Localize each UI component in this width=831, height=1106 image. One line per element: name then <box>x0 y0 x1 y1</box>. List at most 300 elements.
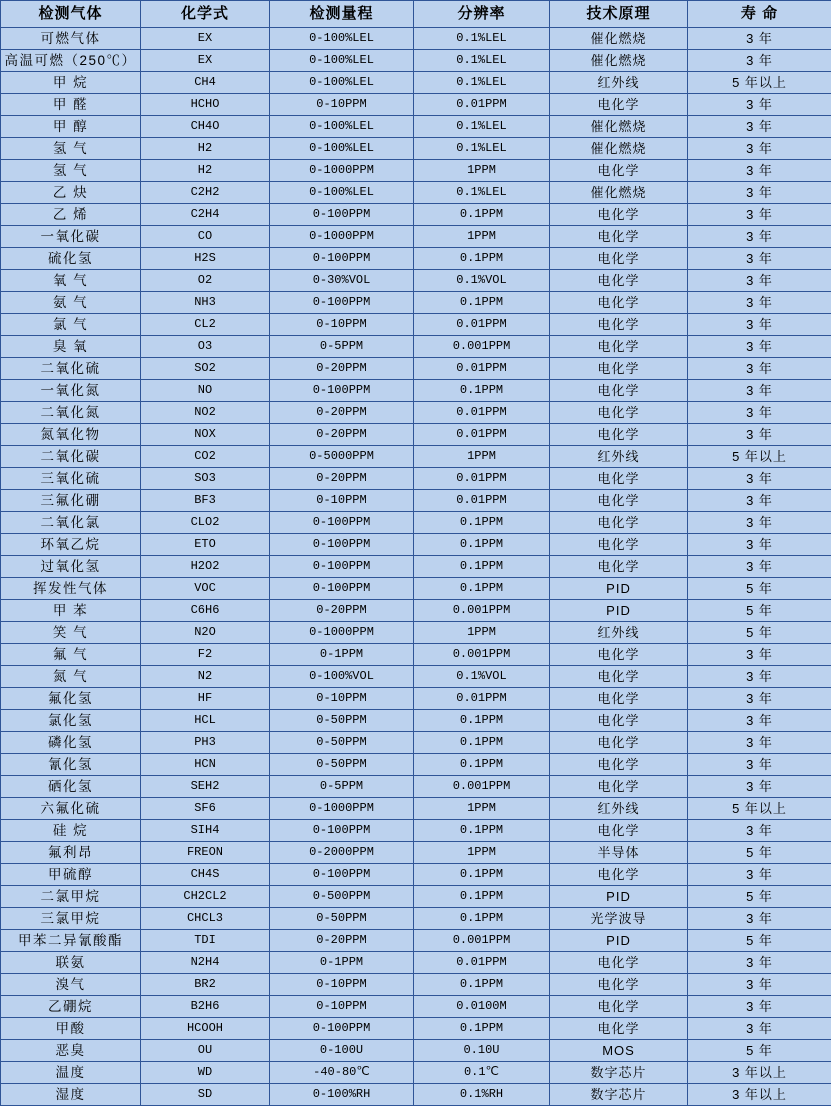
cell-formula: B2H6 <box>141 996 270 1018</box>
cell-technology: 电化学 <box>550 754 688 776</box>
cell-range: 0-100PPM <box>270 864 414 886</box>
cell-formula: BR2 <box>141 974 270 996</box>
cell-lifetime: 3 年 <box>688 358 831 380</box>
cell-technology: 电化学 <box>550 666 688 688</box>
cell-technology: 电化学 <box>550 776 688 798</box>
cell-gas: 氢 气 <box>1 138 141 160</box>
cell-lifetime: 5 年 <box>688 886 831 908</box>
cell-lifetime: 5 年以上 <box>688 798 831 820</box>
cell-range: 0-500PPM <box>270 886 414 908</box>
cell-technology: 电化学 <box>550 160 688 182</box>
cell-technology: 红外线 <box>550 798 688 820</box>
cell-resolution: 0.10U <box>414 1040 550 1062</box>
cell-resolution: 1PPM <box>414 798 550 820</box>
column-header-technology: 技术原理 <box>550 1 688 28</box>
cell-formula: O3 <box>141 336 270 358</box>
table-row <box>1 1040 831 1062</box>
cell-technology: 催化燃烧 <box>550 138 688 160</box>
cell-lifetime: 3 年 <box>688 336 831 358</box>
cell-lifetime: 3 年 <box>688 292 831 314</box>
cell-resolution: 0.1%LEL <box>414 72 550 94</box>
cell-technology: 红外线 <box>550 622 688 644</box>
cell-range: 0-50PPM <box>270 710 414 732</box>
cell-formula: O2 <box>141 270 270 292</box>
cell-resolution: 0.1%LEL <box>414 116 550 138</box>
cell-range: 0-50PPM <box>270 754 414 776</box>
cell-technology: 数字芯片 <box>550 1084 688 1106</box>
table-row <box>1 490 831 512</box>
cell-technology: PID <box>550 600 688 622</box>
cell-gas: 氯 气 <box>1 314 141 336</box>
cell-formula: CO2 <box>141 446 270 468</box>
cell-lifetime: 3 年 <box>688 314 831 336</box>
table-row <box>1 666 831 688</box>
table-row <box>1 94 831 116</box>
cell-lifetime: 3 年 <box>688 468 831 490</box>
cell-range: 0-30%VOL <box>270 270 414 292</box>
cell-formula: VOC <box>141 578 270 600</box>
cell-resolution: 1PPM <box>414 446 550 468</box>
cell-lifetime: 3 年 <box>688 160 831 182</box>
table-row <box>1 204 831 226</box>
cell-range: 0-100PPM <box>270 578 414 600</box>
cell-lifetime: 3 年 <box>688 490 831 512</box>
table-header <box>1 1 831 28</box>
table-row <box>1 380 831 402</box>
cell-range: 0-100PPM <box>270 380 414 402</box>
cell-formula: N2O <box>141 622 270 644</box>
cell-resolution: 0.01PPM <box>414 468 550 490</box>
cell-technology: 电化学 <box>550 1018 688 1040</box>
cell-formula: N2H4 <box>141 952 270 974</box>
cell-formula: CH2CL2 <box>141 886 270 908</box>
cell-resolution: 0.001PPM <box>414 600 550 622</box>
cell-formula: SEH2 <box>141 776 270 798</box>
cell-gas: 恶臭 <box>1 1040 141 1062</box>
cell-lifetime: 3 年 <box>688 424 831 446</box>
cell-technology: 电化学 <box>550 512 688 534</box>
cell-lifetime: 3 年以上 <box>688 1062 831 1084</box>
cell-resolution: 0.1PPM <box>414 886 550 908</box>
cell-resolution: 0.1PPM <box>414 732 550 754</box>
cell-technology: 电化学 <box>550 710 688 732</box>
cell-range: 0-10PPM <box>270 688 414 710</box>
table-header-row <box>1 1 831 28</box>
cell-technology: 电化学 <box>550 380 688 402</box>
cell-gas: 三氧化硫 <box>1 468 141 490</box>
cell-lifetime: 3 年 <box>688 402 831 424</box>
column-header-formula: 化学式 <box>141 1 270 28</box>
cell-gas: 氢 气 <box>1 160 141 182</box>
cell-lifetime: 3 年 <box>688 226 831 248</box>
cell-lifetime: 3 年 <box>688 50 831 72</box>
cell-gas: 联氨 <box>1 952 141 974</box>
cell-technology: 电化学 <box>550 270 688 292</box>
cell-technology: 电化学 <box>550 336 688 358</box>
cell-technology: 电化学 <box>550 952 688 974</box>
cell-lifetime: 5 年以上 <box>688 72 831 94</box>
cell-range: 0-20PPM <box>270 468 414 490</box>
table-row <box>1 798 831 820</box>
table-body <box>1 28 831 1106</box>
cell-resolution: 0.01PPM <box>414 688 550 710</box>
cell-formula: CO <box>141 226 270 248</box>
cell-range: 0-50PPM <box>270 732 414 754</box>
table-row <box>1 688 831 710</box>
cell-technology: MOS <box>550 1040 688 1062</box>
table-row <box>1 72 831 94</box>
cell-formula: CH4S <box>141 864 270 886</box>
cell-lifetime: 3 年 <box>688 182 831 204</box>
table-row <box>1 1084 831 1106</box>
cell-lifetime: 3 年 <box>688 28 831 50</box>
cell-formula: HCOOH <box>141 1018 270 1040</box>
cell-technology: 电化学 <box>550 974 688 996</box>
cell-gas: 乙 炔 <box>1 182 141 204</box>
table-row <box>1 754 831 776</box>
cell-resolution: 0.001PPM <box>414 776 550 798</box>
cell-formula: WD <box>141 1062 270 1084</box>
cell-range: 0-1000PPM <box>270 798 414 820</box>
cell-resolution: 0.1PPM <box>414 710 550 732</box>
cell-technology: 电化学 <box>550 556 688 578</box>
table-row <box>1 512 831 534</box>
cell-technology: 电化学 <box>550 996 688 1018</box>
cell-formula: NH3 <box>141 292 270 314</box>
cell-gas: 高温可燃（250℃） <box>1 50 141 72</box>
cell-gas: 磷化氢 <box>1 732 141 754</box>
cell-range: 0-100PPM <box>270 292 414 314</box>
cell-resolution: 0.1PPM <box>414 864 550 886</box>
cell-gas: 挥发性气体 <box>1 578 141 600</box>
cell-resolution: 0.1PPM <box>414 974 550 996</box>
cell-formula: H2S <box>141 248 270 270</box>
cell-range: 0-100PPM <box>270 534 414 556</box>
cell-range: 0-10PPM <box>270 974 414 996</box>
cell-technology: 光学波导 <box>550 908 688 930</box>
cell-gas: 甲 苯 <box>1 600 141 622</box>
cell-lifetime: 3 年 <box>688 380 831 402</box>
cell-gas: 甲酸 <box>1 1018 141 1040</box>
cell-lifetime: 3 年以上 <box>688 1084 831 1106</box>
cell-lifetime: 5 年 <box>688 1040 831 1062</box>
cell-technology: 数字芯片 <box>550 1062 688 1084</box>
cell-formula: ETO <box>141 534 270 556</box>
cell-gas: 过氧化氢 <box>1 556 141 578</box>
cell-lifetime: 5 年 <box>688 622 831 644</box>
cell-range: 0-5PPM <box>270 776 414 798</box>
cell-lifetime: 3 年 <box>688 512 831 534</box>
cell-formula: HCHO <box>141 94 270 116</box>
table-row <box>1 226 831 248</box>
cell-range: 0-100PPM <box>270 820 414 842</box>
cell-resolution: 0.1%VOL <box>414 666 550 688</box>
cell-resolution: 0.1PPM <box>414 204 550 226</box>
table-row <box>1 930 831 952</box>
cell-range: 0-5000PPM <box>270 446 414 468</box>
cell-range: 0-10PPM <box>270 996 414 1018</box>
cell-resolution: 0.1%LEL <box>414 50 550 72</box>
cell-gas: 氨 气 <box>1 292 141 314</box>
cell-formula: CL2 <box>141 314 270 336</box>
cell-formula: H2O2 <box>141 556 270 578</box>
cell-range: 0-10PPM <box>270 94 414 116</box>
cell-gas: 氮 气 <box>1 666 141 688</box>
table-row <box>1 578 831 600</box>
cell-resolution: 0.0100M <box>414 996 550 1018</box>
cell-resolution: 0.1PPM <box>414 534 550 556</box>
cell-lifetime: 3 年 <box>688 710 831 732</box>
cell-range: 0-1000PPM <box>270 622 414 644</box>
cell-technology: PID <box>550 930 688 952</box>
cell-technology: 红外线 <box>550 72 688 94</box>
cell-technology: 电化学 <box>550 358 688 380</box>
cell-lifetime: 3 年 <box>688 952 831 974</box>
cell-formula: PH3 <box>141 732 270 754</box>
cell-lifetime: 3 年 <box>688 864 831 886</box>
table-row <box>1 974 831 996</box>
cell-range: 0-100%LEL <box>270 182 414 204</box>
table-row <box>1 182 831 204</box>
cell-gas: 环氧乙烷 <box>1 534 141 556</box>
cell-formula: C2H4 <box>141 204 270 226</box>
table-row <box>1 358 831 380</box>
cell-lifetime: 3 年 <box>688 908 831 930</box>
cell-range: 0-100%RH <box>270 1084 414 1106</box>
table-row <box>1 28 831 50</box>
cell-range: 0-100%LEL <box>270 116 414 138</box>
cell-formula: F2 <box>141 644 270 666</box>
table-row <box>1 292 831 314</box>
cell-resolution: 0.1PPM <box>414 556 550 578</box>
cell-resolution: 0.1PPM <box>414 754 550 776</box>
cell-lifetime: 3 年 <box>688 270 831 292</box>
cell-range: 0-100%VOL <box>270 666 414 688</box>
cell-range: 0-100PPM <box>270 556 414 578</box>
cell-formula: CH4 <box>141 72 270 94</box>
cell-gas: 乙 烯 <box>1 204 141 226</box>
table-row <box>1 732 831 754</box>
table-row <box>1 710 831 732</box>
table-row <box>1 622 831 644</box>
cell-range: 0-20PPM <box>270 600 414 622</box>
cell-resolution: 0.1PPM <box>414 908 550 930</box>
cell-technology: 催化燃烧 <box>550 116 688 138</box>
cell-gas: 三氯甲烷 <box>1 908 141 930</box>
cell-formula: EX <box>141 28 270 50</box>
cell-range: 0-100%LEL <box>270 28 414 50</box>
cell-formula: SD <box>141 1084 270 1106</box>
cell-range: 0-100%LEL <box>270 138 414 160</box>
table-row <box>1 336 831 358</box>
cell-technology: 半导体 <box>550 842 688 864</box>
column-header-range: 检测量程 <box>270 1 414 28</box>
table-row <box>1 402 831 424</box>
cell-lifetime: 5 年 <box>688 842 831 864</box>
cell-resolution: 0.1PPM <box>414 292 550 314</box>
cell-gas: 一氧化碳 <box>1 226 141 248</box>
cell-gas: 甲苯二异氰酸酯 <box>1 930 141 952</box>
cell-gas: 乙硼烷 <box>1 996 141 1018</box>
cell-formula: SF6 <box>141 798 270 820</box>
cell-resolution: 0.1PPM <box>414 820 550 842</box>
table-row <box>1 952 831 974</box>
cell-resolution: 0.1%LEL <box>414 182 550 204</box>
cell-gas: 硫化氢 <box>1 248 141 270</box>
cell-lifetime: 5 年 <box>688 578 831 600</box>
cell-range: 0-100PPM <box>270 248 414 270</box>
cell-technology: 催化燃烧 <box>550 182 688 204</box>
cell-technology: 电化学 <box>550 468 688 490</box>
cell-gas: 氟利昂 <box>1 842 141 864</box>
cell-resolution: 0.1%RH <box>414 1084 550 1106</box>
cell-gas: 一氧化氮 <box>1 380 141 402</box>
table-row <box>1 1062 831 1084</box>
cell-lifetime: 3 年 <box>688 204 831 226</box>
cell-technology: 电化学 <box>550 226 688 248</box>
table-row <box>1 160 831 182</box>
cell-gas: 三氟化硼 <box>1 490 141 512</box>
cell-range: 0-100%LEL <box>270 72 414 94</box>
cell-formula: NO <box>141 380 270 402</box>
table-row <box>1 842 831 864</box>
cell-gas: 二氯甲烷 <box>1 886 141 908</box>
cell-lifetime: 5 年以上 <box>688 446 831 468</box>
cell-gas: 可燃气体 <box>1 28 141 50</box>
cell-range: 0-1000PPM <box>270 226 414 248</box>
cell-range: 0-1000PPM <box>270 160 414 182</box>
cell-technology: 电化学 <box>550 820 688 842</box>
cell-formula: C2H2 <box>141 182 270 204</box>
cell-resolution: 0.01PPM <box>414 402 550 424</box>
table-row <box>1 600 831 622</box>
cell-technology: 电化学 <box>550 490 688 512</box>
cell-technology: 电化学 <box>550 314 688 336</box>
column-header-lifetime: 寿 命 <box>688 1 831 28</box>
table-row <box>1 864 831 886</box>
cell-range: 0-100%LEL <box>270 50 414 72</box>
cell-gas: 溴气 <box>1 974 141 996</box>
cell-technology: PID <box>550 578 688 600</box>
cell-formula: N2 <box>141 666 270 688</box>
cell-lifetime: 3 年 <box>688 534 831 556</box>
table-row <box>1 446 831 468</box>
cell-resolution: 0.01PPM <box>414 94 550 116</box>
cell-resolution: 0.1PPM <box>414 248 550 270</box>
table-row <box>1 424 831 446</box>
cell-technology: 红外线 <box>550 446 688 468</box>
cell-formula: EX <box>141 50 270 72</box>
cell-formula: BF3 <box>141 490 270 512</box>
cell-lifetime: 5 年 <box>688 600 831 622</box>
cell-formula: CH4O <box>141 116 270 138</box>
cell-technology: 电化学 <box>550 534 688 556</box>
cell-gas: 氧 气 <box>1 270 141 292</box>
cell-resolution: 0.1PPM <box>414 578 550 600</box>
cell-technology: 电化学 <box>550 292 688 314</box>
cell-range: 0-1PPM <box>270 952 414 974</box>
cell-lifetime: 3 年 <box>688 776 831 798</box>
cell-range: 0-2000PPM <box>270 842 414 864</box>
cell-range: 0-20PPM <box>270 402 414 424</box>
cell-gas: 甲 醛 <box>1 94 141 116</box>
cell-range: 0-100PPM <box>270 204 414 226</box>
cell-lifetime: 3 年 <box>688 732 831 754</box>
cell-range: 0-100U <box>270 1040 414 1062</box>
cell-lifetime: 3 年 <box>688 1018 831 1040</box>
table-row <box>1 776 831 798</box>
cell-technology: 催化燃烧 <box>550 28 688 50</box>
cell-gas: 二氧化碳 <box>1 446 141 468</box>
cell-gas: 硒化氢 <box>1 776 141 798</box>
cell-formula: OU <box>141 1040 270 1062</box>
cell-gas: 温度 <box>1 1062 141 1084</box>
cell-gas: 笑 气 <box>1 622 141 644</box>
cell-formula: HF <box>141 688 270 710</box>
table-row <box>1 644 831 666</box>
cell-formula: CLO2 <box>141 512 270 534</box>
cell-resolution: 0.1%VOL <box>414 270 550 292</box>
table-row <box>1 996 831 1018</box>
cell-resolution: 0.001PPM <box>414 644 550 666</box>
cell-range: -40-80℃ <box>270 1062 414 1084</box>
cell-resolution: 0.1PPM <box>414 1018 550 1040</box>
cell-technology: 电化学 <box>550 688 688 710</box>
table-row <box>1 248 831 270</box>
cell-lifetime: 5 年 <box>688 930 831 952</box>
cell-formula: FREON <box>141 842 270 864</box>
cell-lifetime: 3 年 <box>688 974 831 996</box>
cell-resolution: 1PPM <box>414 226 550 248</box>
table-row <box>1 116 831 138</box>
cell-formula: SIH4 <box>141 820 270 842</box>
cell-gas: 甲 烷 <box>1 72 141 94</box>
cell-range: 0-1PPM <box>270 644 414 666</box>
cell-technology: 电化学 <box>550 248 688 270</box>
cell-range: 0-10PPM <box>270 490 414 512</box>
table-row <box>1 908 831 930</box>
cell-technology: 电化学 <box>550 864 688 886</box>
cell-resolution: 0.1℃ <box>414 1062 550 1084</box>
cell-resolution: 0.01PPM <box>414 952 550 974</box>
cell-resolution: 0.01PPM <box>414 424 550 446</box>
cell-resolution: 0.1PPM <box>414 512 550 534</box>
cell-lifetime: 3 年 <box>688 116 831 138</box>
cell-formula: H2 <box>141 160 270 182</box>
column-header-resolution: 分辨率 <box>414 1 550 28</box>
cell-gas: 氮氧化物 <box>1 424 141 446</box>
cell-range: 0-20PPM <box>270 424 414 446</box>
cell-resolution: 0.1PPM <box>414 380 550 402</box>
cell-technology: 电化学 <box>550 94 688 116</box>
table-row <box>1 556 831 578</box>
cell-formula: CHCL3 <box>141 908 270 930</box>
table-row <box>1 138 831 160</box>
table-row <box>1 468 831 490</box>
cell-formula: SO3 <box>141 468 270 490</box>
cell-range: 0-20PPM <box>270 358 414 380</box>
cell-resolution: 0.01PPM <box>414 490 550 512</box>
cell-lifetime: 3 年 <box>688 754 831 776</box>
cell-lifetime: 3 年 <box>688 556 831 578</box>
cell-technology: 电化学 <box>550 204 688 226</box>
cell-formula: SO2 <box>141 358 270 380</box>
cell-gas: 臭 氧 <box>1 336 141 358</box>
cell-technology: 催化燃烧 <box>550 50 688 72</box>
cell-technology: 电化学 <box>550 402 688 424</box>
cell-technology: 电化学 <box>550 732 688 754</box>
table-row <box>1 1018 831 1040</box>
